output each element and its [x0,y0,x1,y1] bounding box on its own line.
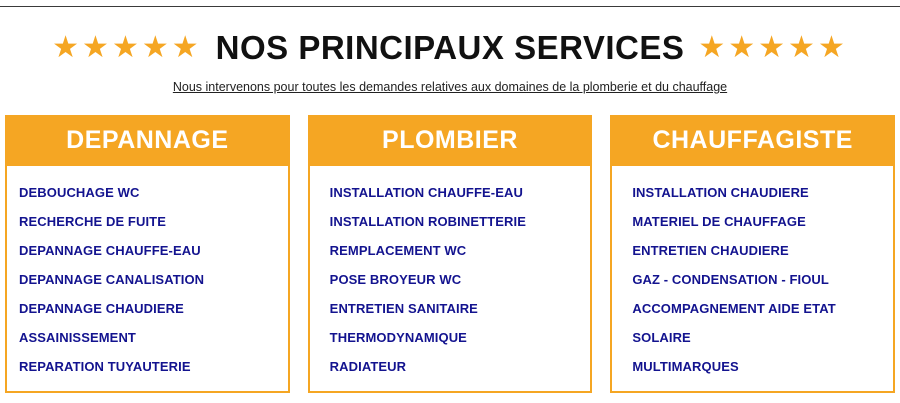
list-item[interactable]: GAZ - CONDENSATION - FIOUL [632,272,829,287]
page-subtitle: Nous intervenons pour toutes les demandes relatives aux domaines de la plomberie et du chauffage [172,80,728,94]
list-item[interactable]: RADIATEUR [329,359,407,374]
top-divider [0,6,900,7]
card-title-chauffagiste: CHAUFFAGISTE [612,117,893,166]
list-item[interactable]: DEPANNAGE CHAUFFE-EAU [19,243,201,258]
list-item[interactable]: INSTALLATION ROBINETTERIE [329,214,526,229]
list-item[interactable]: DEPANNAGE CHAUDIERE [19,301,184,316]
list-item[interactable]: MULTIMARQUES [632,359,739,374]
list-item[interactable]: MATERIEL DE CHAUFFAGE [632,214,806,229]
list-item[interactable]: ACCOMPAGNEMENT AIDE ETAT [632,301,836,316]
service-list-chauffagiste [612,178,893,381]
card-title-depannage: DEPANNAGE [7,117,288,166]
list-item[interactable]: ENTRETIEN CHAUDIERE [632,243,789,258]
title-row [0,26,900,70]
card-title-plombier: PLOMBIER [310,117,591,166]
list-item[interactable]: INSTALLATION CHAUFFE-EAU [329,185,523,200]
service-card-depannage [5,115,290,393]
stars-left-icon: ★★★★★ [52,31,202,64]
page-header [0,26,900,94]
page-title: NOS PRINCIPAUX SERVICES [215,29,685,66]
list-item[interactable]: ENTRETIEN SANITAIRE [329,301,478,316]
list-item[interactable]: ASSAINISSEMENT [19,330,136,345]
service-list-plombier [310,178,591,381]
list-item[interactable]: REMPLACEMENT WC [329,243,467,258]
list-item[interactable]: DEPANNAGE CANALISATION [19,272,205,287]
list-item[interactable]: DEBOUCHAGE WC [19,185,140,200]
stars-right-icon: ★★★★★ [698,31,848,64]
service-cards [5,115,895,393]
list-item[interactable]: INSTALLATION CHAUDIERE [632,185,809,200]
card-body-plombier [310,166,591,391]
list-item[interactable]: RECHERCHE DE FUITE [19,214,166,229]
service-card-plombier [308,115,593,393]
list-item[interactable]: SOLAIRE [632,330,691,345]
list-item[interactable]: THERMODYNAMIQUE [329,330,467,345]
service-list-depannage [7,178,288,381]
list-item[interactable]: REPARATION TUYAUTERIE [19,359,191,374]
service-card-chauffagiste [610,115,895,393]
list-item[interactable]: POSE BROYEUR WC [329,272,462,287]
card-body-chauffagiste [612,166,893,391]
card-body-depannage [7,166,288,391]
